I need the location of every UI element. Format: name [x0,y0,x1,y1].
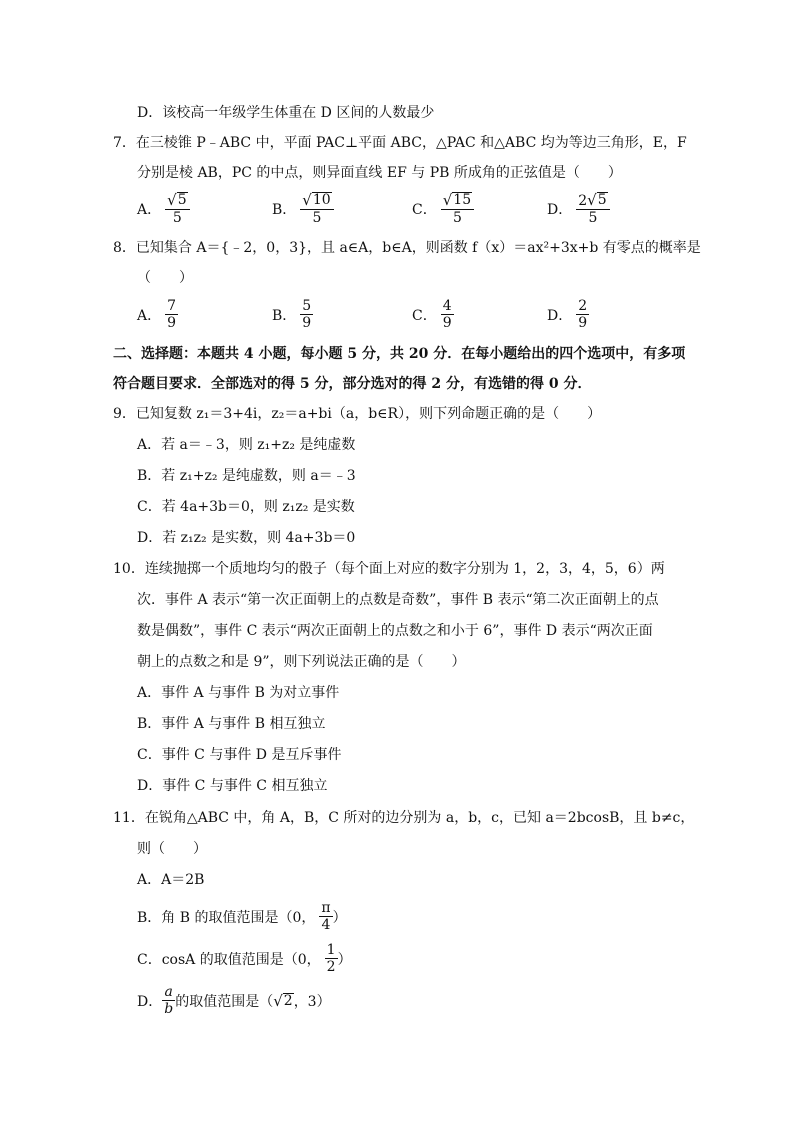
option-label: D． [547,307,573,324]
radicand: 10 [312,192,331,208]
q9-option-b: B．若 z₁+z₂ 是纯虚数，则 a＝﹣3 [137,468,356,484]
q11-option-d [137,984,331,1017]
q9-option-d: D．若 z₁z₂ 是实数，则 4a+3b＝0 [137,530,356,546]
q10-option-c: C．事件 C 与事件 D 是互斥事件 [137,747,342,763]
radicand: 5 [177,192,187,208]
denominator: 5 [172,210,182,226]
q11-option-b-fraction [319,900,332,933]
q7-option-a [137,192,190,226]
section-2-heading-line2: 符合题目要求．全部选对的得 5 分，部分选对的得 2 分，有选错的得 0 分． [113,376,592,392]
option-label: B． [272,202,297,218]
denominator: 5 [312,210,322,226]
sqrt-expression [273,993,293,1009]
q11-option-c [137,942,352,975]
denominator: 4 [321,917,331,933]
q10-stem-line2: 次．事件 A 表示“第一次正面朝上的点数是奇数”，事件 B 表示“第二次正面朝上的点 [137,592,659,608]
q8-option-a [137,298,178,331]
numerator: 4 [442,298,452,314]
q8-stem-line2: （ ） [137,270,193,286]
radicand: 2 [283,992,293,1009]
numerator: 2 [578,298,588,314]
option-label: C． [412,307,437,324]
q8-option-d [547,298,589,331]
numerator: a [164,984,173,1000]
section-2-heading-line1: 二、选择题：本题共 4 小题，每小题 5 分，共 20 分．在每小题给出的四个选项中，有多项 [113,346,686,362]
q10-stem-line4: 朝上的点数之和是 9”，则下列说法正确的是（ ） [137,654,466,670]
q7-option-d [547,192,610,226]
option-text: B．角 B 的取值范围是（0， [137,909,316,926]
radicand: 5 [597,192,607,208]
denominator: 9 [578,315,588,331]
sqrt-sign: √ [167,191,177,209]
option-label: D． [137,993,163,1010]
sqrt-sign: √ [302,191,312,209]
q10-stem-line1: 10．连续抛掷一个质地均匀的骰子（每个面上对应的数字分别为 1，2，3，4，5，6）两 [113,561,665,577]
q11-option-b [137,900,347,933]
numerator: π [321,900,331,916]
q7-option-b-fraction [300,192,333,226]
denominator: 5 [452,210,462,226]
option-text-end: ） [337,951,352,968]
option-label: C． [412,202,437,218]
sqrt-sign: √ [273,991,283,1010]
denominator: b [164,1001,174,1017]
q8-stem-line1: 8．已知集合 A＝{﹣2，0，3}，且 a∈A，b∈A，则函数 f（x）＝ax²+3x+b 有零点的概率是 [113,240,701,256]
q7-option-b [272,192,334,226]
numerator: 1 [326,942,336,958]
q8-option-c [412,298,454,331]
q11-option-d-fraction [162,984,175,1017]
q10-option-a: A．事件 A 与事件 B 为对立事件 [137,685,340,701]
radicand: 15 [453,192,472,208]
sqrt-sign: √ [587,191,597,209]
option-label: A． [137,202,162,218]
option-text-end: ，3） [293,993,331,1010]
q10-option-b: B．事件 A 与事件 B 相互独立 [137,716,326,732]
numerator: 5 [302,298,312,314]
q11-option-c-fraction [325,942,338,975]
option-text: C．cosA 的取值范围是（0， [137,951,321,968]
q7-option-a-fraction [165,192,189,226]
q7-option-c-fraction [441,192,474,226]
q11-option-a: A．A＝2B [137,872,205,888]
q7-stem-line2: 分别是棱 AB，PC 的中点，则异面直线 EF 与 PB 所成角的正弦值是（ ） [137,165,622,181]
q8-option-b [272,298,313,331]
denominator: 2 [326,959,336,975]
sqrt-sign: √ [442,191,453,209]
option-label: D． [547,202,573,218]
option-text: 的取值范围是（ [175,993,274,1010]
q7-stem-line1: 7．在三棱锥 P﹣ABC 中，平面 PAC⊥平面 ABC，△PAC 和△ABC 均为等边三角形，E，F [113,135,687,151]
option-label: B． [272,307,297,324]
denominator: 5 [588,210,598,226]
denominator: 9 [442,315,452,331]
q9-option-c: C．若 4a+3b＝0，则 z₁z₂ 是实数 [137,499,355,515]
denominator: 9 [302,315,312,331]
q8-option-b-fraction [300,298,313,331]
q11-stem-line1: 11．在锐角△ABC 中，角 A，B，C 所对的边分别为 a，b，c，已知 a＝2bcosB，且 b≠c， [113,810,695,826]
numerator: 7 [167,298,177,314]
q10-option-d: D．事件 C 与事件 C 相互独立 [137,778,328,794]
option-text-end: ） [332,909,347,926]
q6-option-d: D．该校高一年级学生体重在 D 区间的人数最少 [137,105,435,121]
coef: 2 [578,193,588,209]
q11-stem-line2: 则（ ） [137,841,207,857]
option-label: A． [137,307,162,324]
q8-option-c-fraction [441,298,454,331]
q8-option-a-fraction [165,298,178,331]
q7-option-c [412,192,474,226]
q7-option-d-fraction [576,192,609,226]
q8-option-d-fraction [576,298,589,331]
q9-option-a: A．若 a＝﹣3，则 z₁+z₂ 是纯虚数 [137,437,356,453]
denominator: 9 [167,315,177,331]
q10-stem-line3: 数是偶数”，事件 C 表示“两次正面朝上的点数之和小于 6”，事件 D 表示“两次正面 [137,623,653,639]
q9-stem: 9．已知复数 z₁＝3+4i，z₂＝a+bi（a，b∈R），则下列命题正确的是（ ） [113,406,602,422]
